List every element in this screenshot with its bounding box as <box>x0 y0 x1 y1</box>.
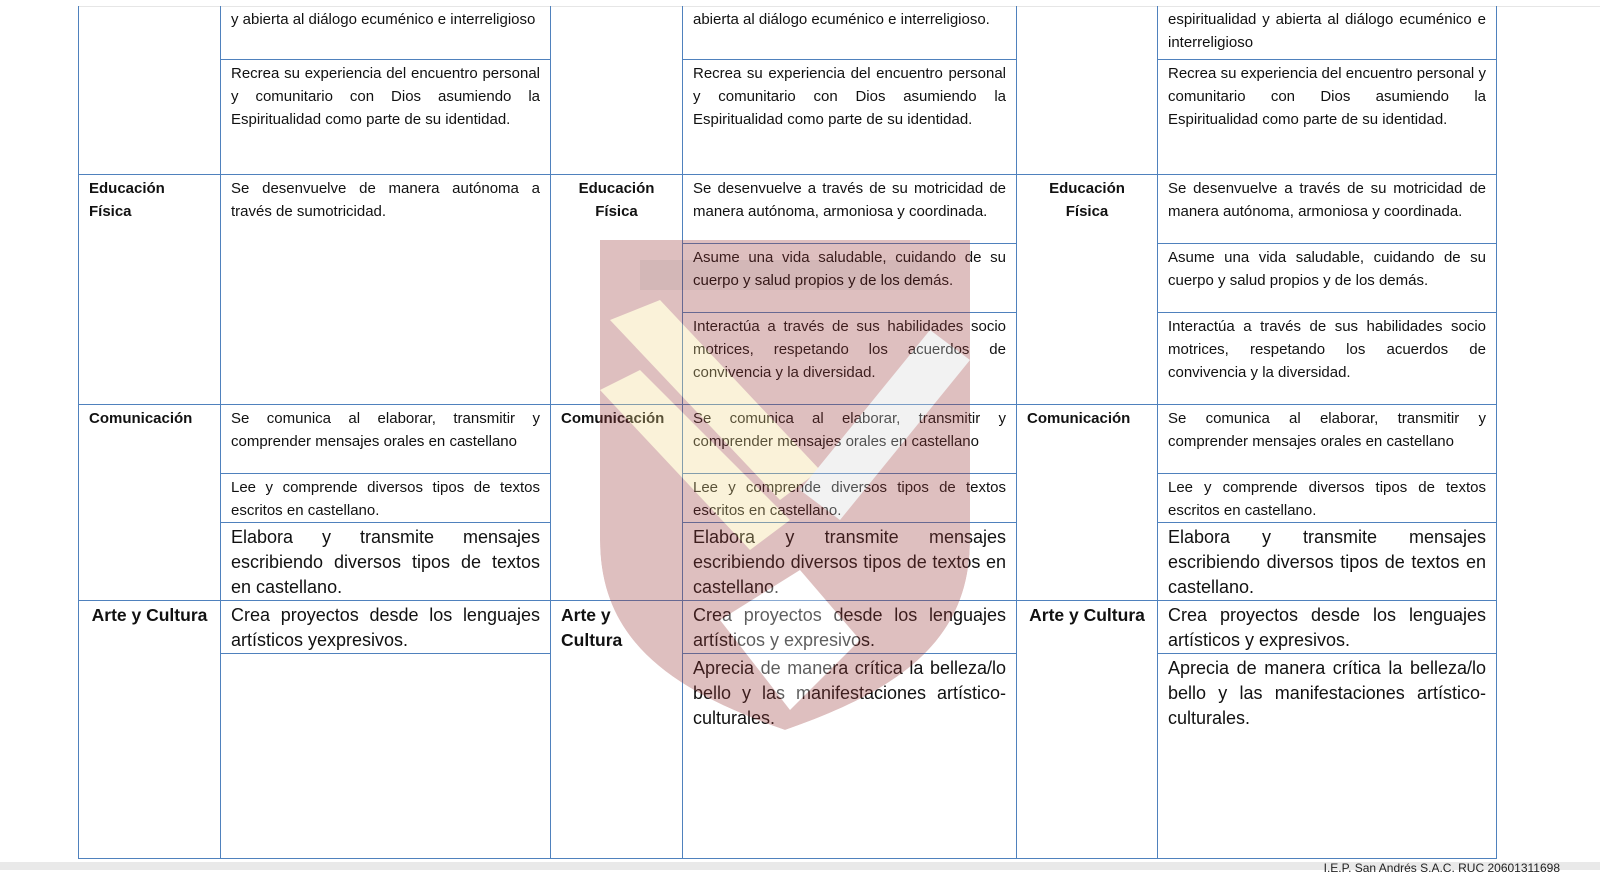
competency-cell: Elabora y transmite mensajes escribiendo diversos tipos de textos en castellano. <box>1158 522 1497 600</box>
competency-cell: Lee y comprende diversos tipos de textos escritos en castellano. <box>221 473 551 522</box>
competency-cell: Elabora y transmite mensajes escribiendo diversos tipos de textos en castellano. <box>683 522 1017 600</box>
area-label: Comunicación <box>551 404 683 600</box>
competency-cell: Asume una vida saludable, cuidando de su cuerpo y salud propios y de los demás. <box>1158 243 1497 312</box>
competency-cell-empty <box>221 653 551 858</box>
competency-cell: Se desenvuelve a través de su motricidad de manera autónoma, armoniosa y coordinada. <box>683 174 1017 243</box>
competency-cell: Se desenvuelve de manera autónoma a través de sumotricidad. <box>221 174 551 404</box>
competency-cell: Lee y comprende diversos tipos de textos escritos en castellano. <box>683 473 1017 522</box>
competency-cell: Aprecia de manera crítica la belleza/lo bello y las manifestaciones artístico-culturales. <box>683 653 1017 858</box>
competency-cell: abierta al diálogo ecuménico e interreligioso. <box>683 6 1017 59</box>
area-label: Educación Física <box>79 174 221 404</box>
footer-text: I.E.P. San Andrés S.A.C. RUC 20601311698 <box>1323 861 1560 875</box>
table-row <box>79 473 1497 522</box>
area-label: Arte y Cultura <box>551 600 683 858</box>
competency-cell: Asume una vida saludable, cuidando de su cuerpo y salud propios y de los demás. <box>683 243 1017 312</box>
competency-cell: Interactúa a través de sus habilidades socio motrices, respetando los acuerdos de convivencia y la diversidad. <box>683 312 1017 404</box>
competency-cell: Se desenvuelve a través de su motricidad de manera autónoma, armoniosa y coordinada. <box>1158 174 1497 243</box>
competency-cell: Crea proyectos desde los lenguajes artísticos yexpresivos. <box>221 600 551 653</box>
competency-cell: espiritualidad y abierta al diálogo ecuménico e interreligioso <box>1158 6 1497 59</box>
area-label: Educación Física <box>1017 174 1158 404</box>
table-row <box>79 653 1497 858</box>
area-label: Arte y Cultura <box>1017 600 1158 858</box>
area-cell-empty <box>551 6 683 174</box>
competency-cell: Crea proyectos desde los lenguajes artísticos y expresivos. <box>683 600 1017 653</box>
competencies-table <box>78 6 1497 859</box>
table-row <box>79 522 1497 600</box>
area-cell-empty <box>79 6 221 174</box>
competency-cell: Crea proyectos desde los lenguajes artísticos y expresivos. <box>1158 600 1497 653</box>
table-row <box>79 59 1497 174</box>
competency-cell: Se comunica al elaborar, transmitir y comprender mensajes orales en castellano <box>1158 404 1497 473</box>
competency-cell: y abierta al diálogo ecuménico e interreligioso <box>221 6 551 59</box>
area-label: Comunicación <box>79 404 221 600</box>
area-label: Arte y Cultura <box>79 600 221 858</box>
area-label: Educación Física <box>551 174 683 404</box>
competency-cell: Lee y comprende diversos tipos de textos escritos en castellano. <box>1158 473 1497 522</box>
competency-cell: Recrea su experiencia del encuentro personal y comunitario con Dios asumiendo la Espiritualidad como parte de su identidad. <box>1158 59 1497 174</box>
competency-cell: Interactúa a través de sus habilidades socio motrices, respetando los acuerdos de convivencia y la diversidad. <box>1158 312 1497 404</box>
table-row <box>79 6 1497 59</box>
competency-cell: Se comunica al elaborar, transmitir y comprender mensajes orales en castellano <box>683 404 1017 473</box>
competency-cell: Se comunica al elaborar, transmitir y comprender mensajes orales en castellano <box>221 404 551 473</box>
table-row <box>79 174 1497 243</box>
area-cell-empty <box>1017 6 1158 174</box>
area-label: Comunicación <box>1017 404 1158 600</box>
competency-cell: Elabora y transmite mensajes escribiendo diversos tipos de textos en castellano. <box>221 522 551 600</box>
table-row <box>79 404 1497 473</box>
competency-cell: Recrea su experiencia del encuentro personal y comunitario con Dios asumiendo la Espiritualidad como parte de su identidad. <box>683 59 1017 174</box>
table-row <box>79 600 1497 653</box>
competency-cell: Recrea su experiencia del encuentro personal y comunitario con Dios asumiendo la Espiritualidad como parte de su identidad. <box>221 59 551 174</box>
competency-cell: Aprecia de manera crítica la belleza/lo bello y las manifestaciones artístico-culturales. <box>1158 653 1497 858</box>
